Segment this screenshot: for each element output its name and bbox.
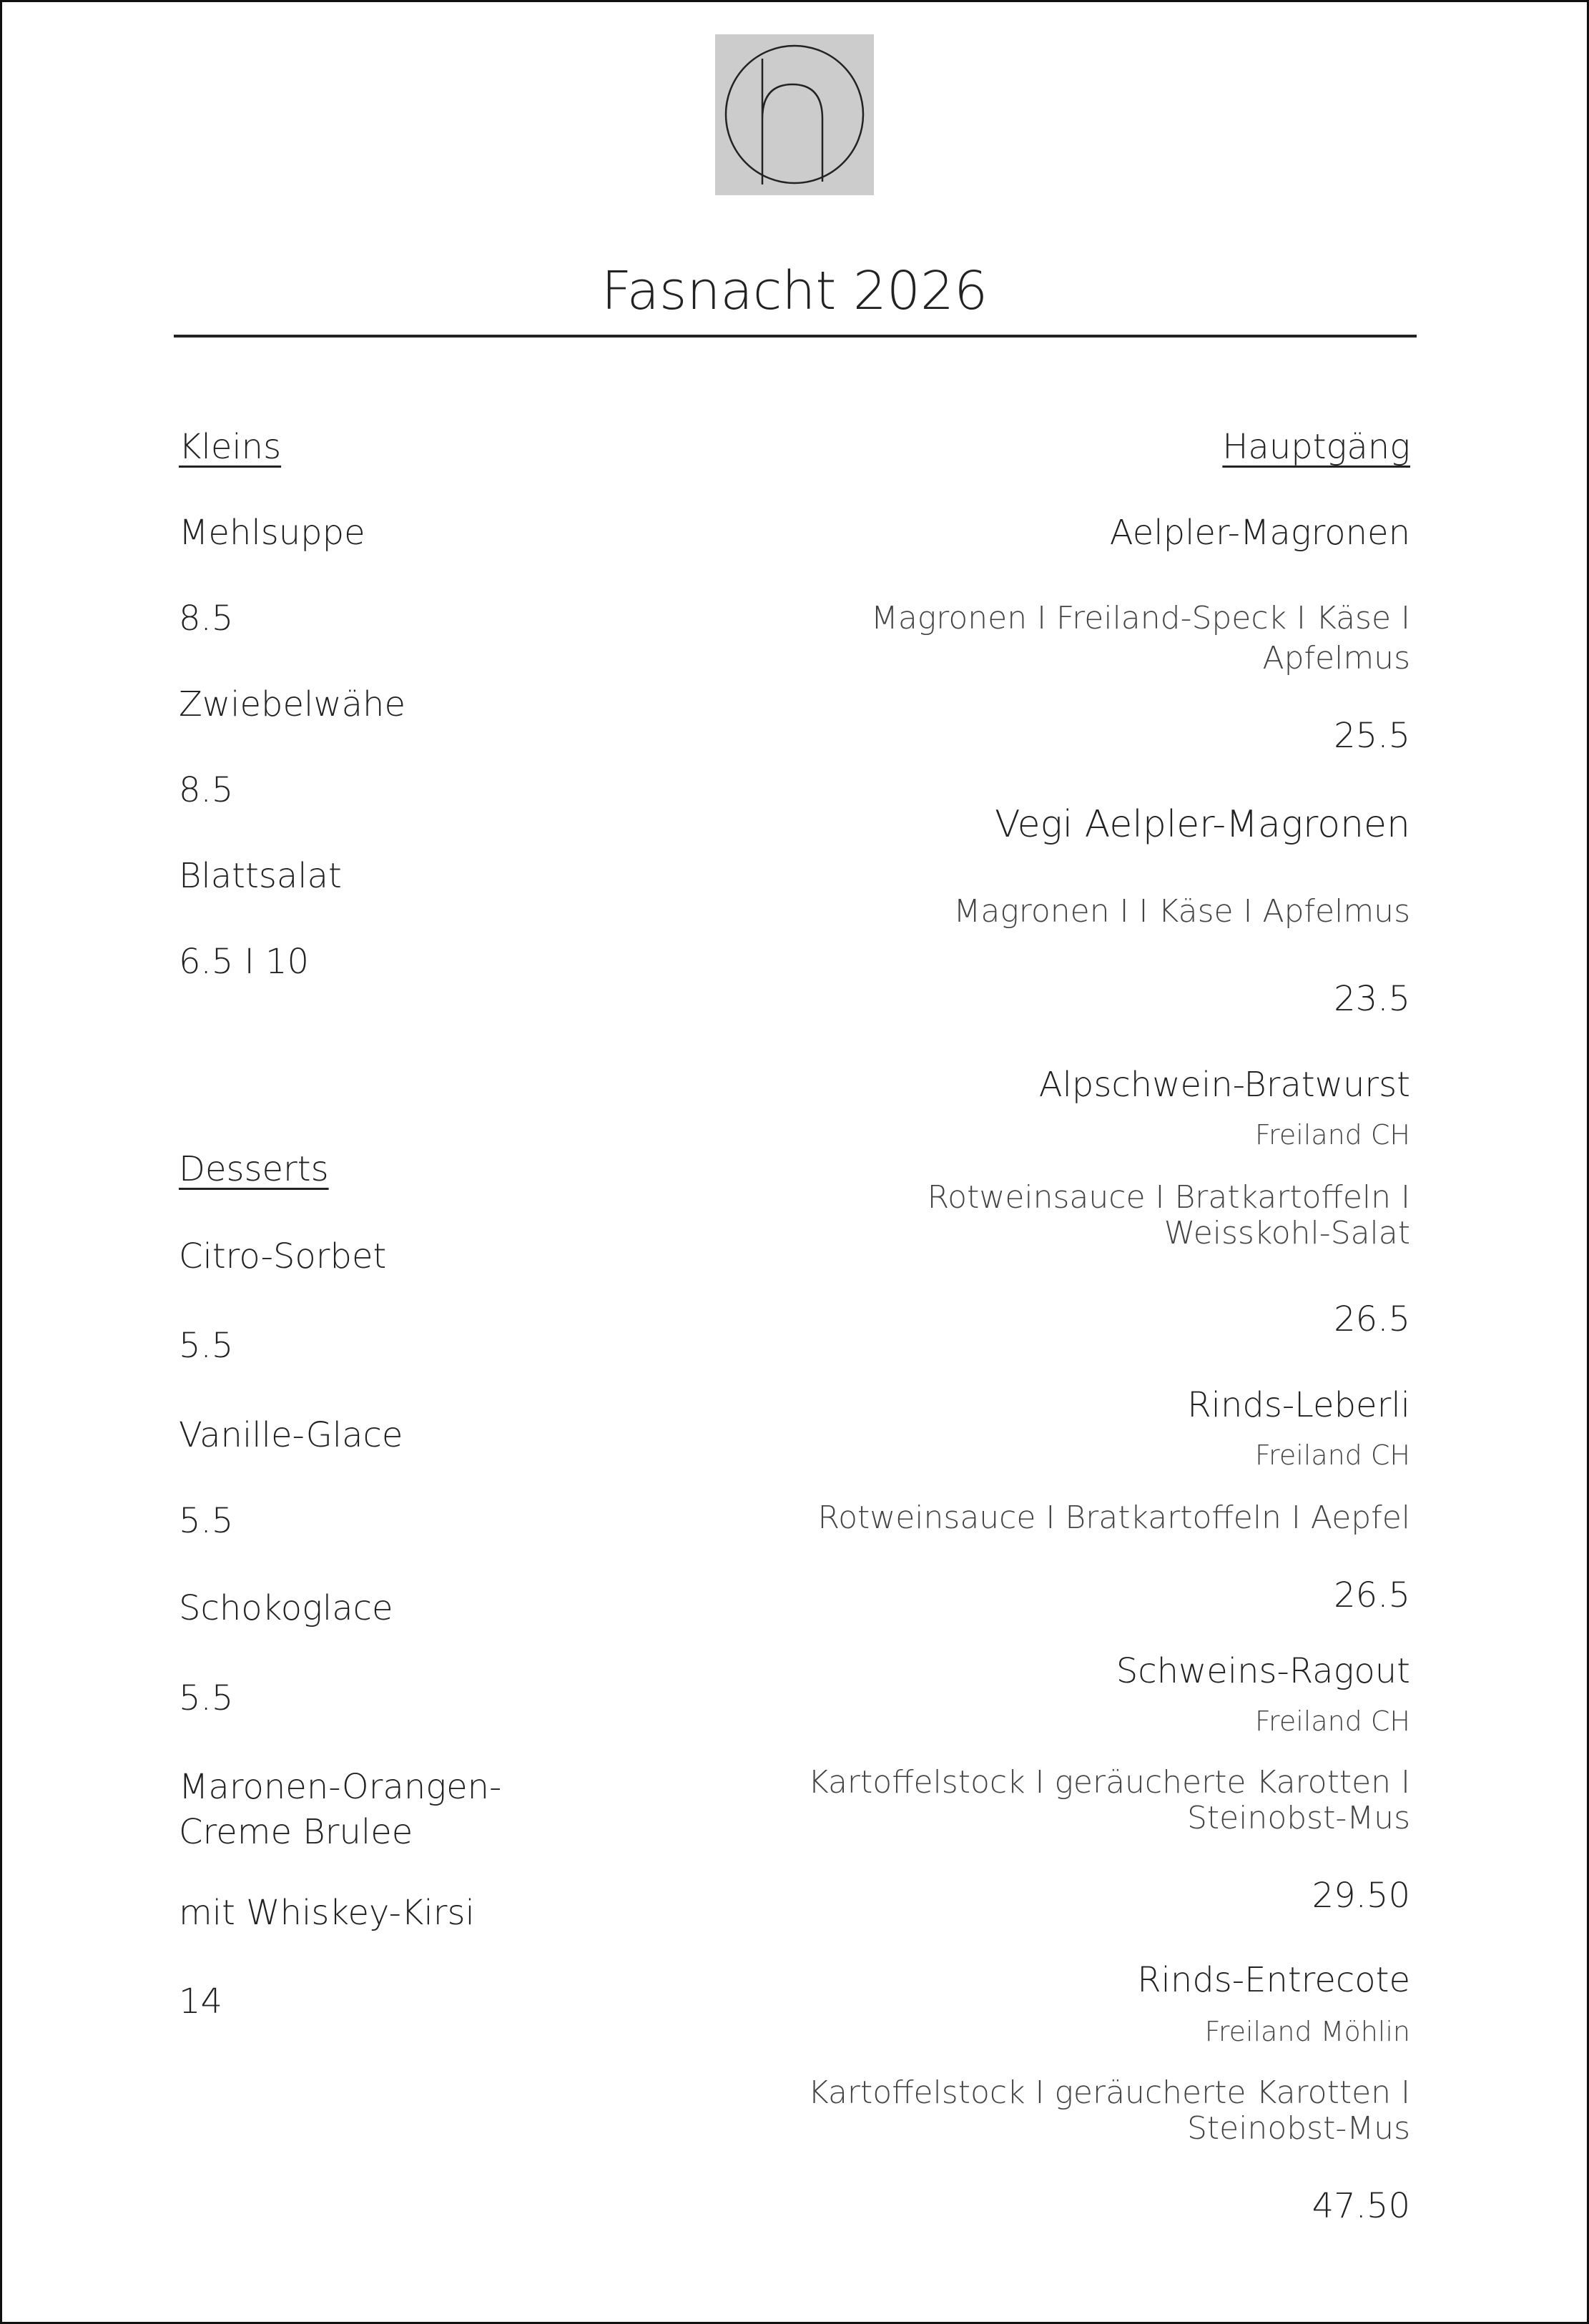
section-heading-desserts: Desserts (179, 1149, 329, 1189)
menu-item-description: Apfelmus (1262, 640, 1410, 676)
menu-item-origin: Freiland CH (1254, 1119, 1410, 1151)
menu-item-price: 6.5 I 10 (179, 942, 310, 982)
section-heading-kleins: Kleins (179, 427, 282, 467)
menu-item-name: Creme Brulee (179, 1812, 413, 1852)
menu-item-name: Schweins-Ragout (1116, 1651, 1410, 1691)
title-divider (174, 335, 1417, 338)
menu-item-price: 5.5 (179, 1326, 234, 1366)
h-monogram-logo (715, 34, 874, 195)
menu-item-origin: Freiland CH (1254, 1705, 1410, 1737)
menu-item-name: Vanille-Glace (179, 1415, 403, 1455)
menu-item-price: 14 (179, 1981, 223, 2022)
menu-item-name: Aelpler-Magronen (1109, 513, 1410, 553)
menu-item-price: 26.5 (1334, 1575, 1410, 1615)
menu-item-name: Citro-Sorbet (179, 1236, 387, 1276)
menu-item-name: Schokoglace (179, 1588, 393, 1628)
menu-item-description: Steinobst-Mus (1186, 1800, 1410, 1836)
menu-item-price: 5.5 (179, 1501, 234, 1541)
menu-item-description: Kartoffelstock I geräucherte Karotten I (807, 1764, 1410, 1801)
menu-item-name: Mehlsuppe (179, 513, 365, 553)
menu-title: Fasnacht 2026 (601, 260, 988, 322)
menu-item-description: Rotweinsauce I Bratkartoffeln I Aepfel (817, 1500, 1410, 1536)
menu-item-description: Magronen I Freiland-Speck I Käse I (870, 600, 1410, 636)
menu-item-name: Blattsalat (179, 856, 342, 896)
menu-item-description: Weisskohl-Salat (1164, 1215, 1410, 1251)
menu-item-price: 8.5 (179, 599, 234, 639)
menu-item-description: Kartoffelstock I geräucherte Karotten I (807, 2074, 1410, 2111)
menu-item-name: Rinds-Leberli (1187, 1385, 1410, 1425)
menu-item-name: Vegi Aelpler-Magronen (995, 803, 1410, 846)
menu-item-description: Magronen I I Käse I Apfelmus (953, 893, 1410, 930)
menu-item-price: 23.5 (1334, 979, 1410, 1019)
menu-item-note: mit Whiskey-Kirsi (179, 1893, 475, 1933)
menu-item-price: 8.5 (179, 770, 234, 810)
menu-item-price: 25.5 (1334, 716, 1410, 756)
menu-item-name: Alpschwein-Bratwurst (1038, 1065, 1410, 1105)
menu-item-name: Rinds-Entrecote (1137, 1960, 1410, 2000)
menu-item-name: Zwiebelwähe (179, 684, 405, 724)
logo-mark-icon (715, 34, 874, 195)
menu-item-price: 5.5 (179, 1678, 234, 1718)
section-heading-hauptgaeng: Hauptgäng (1222, 427, 1410, 467)
menu-item-description: Steinobst-Mus (1186, 2110, 1410, 2147)
menu-item-price: 26.5 (1334, 1299, 1410, 1339)
menu-item-description: Rotweinsauce I Bratkartoffeln I (927, 1179, 1410, 1216)
menu-item-origin: Freiland CH (1254, 1439, 1410, 1471)
menu-item-price: 47.50 (1312, 2186, 1410, 2226)
menu-item-name: Maronen-Orangen- (179, 1767, 502, 1807)
menu-item-origin: Freiland Möhlin (1204, 2016, 1410, 2047)
menu-item-price: 29.50 (1312, 1876, 1410, 1916)
